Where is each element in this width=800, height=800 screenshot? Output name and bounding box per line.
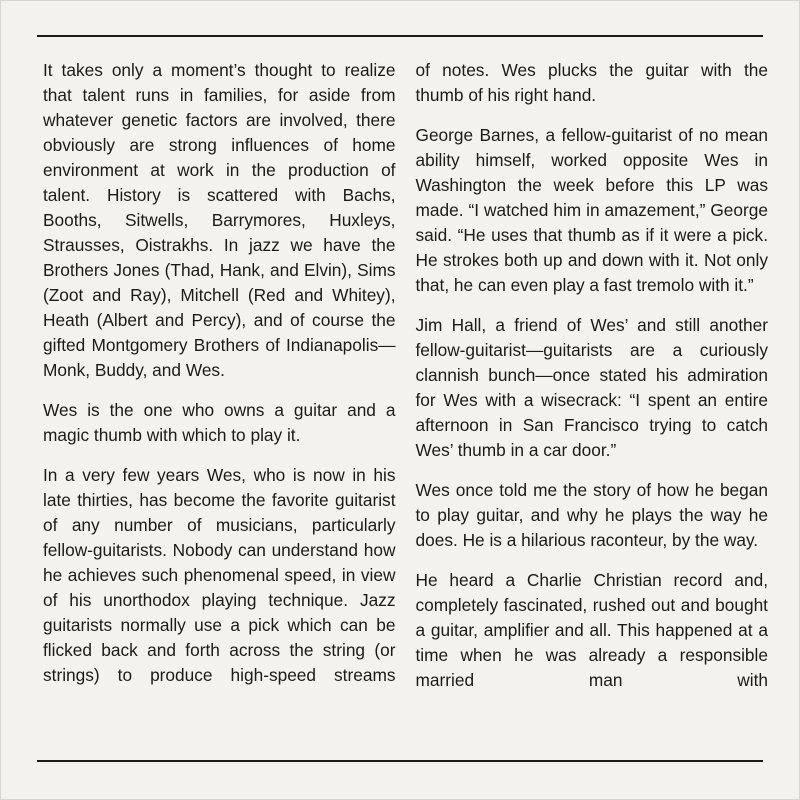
paragraph-playing-technique: In a very few years Wes, who is now in his late thirties, has become the favorite guitarist of any number of musicians, particularly fellow-guitarists. Nobody can understand how he achieves such phenomenal speed, in view of his unorthodox playing technique. Jazz guitarists normally use a pick which can be flicked back and forth across the string (or strings) to produce high-speed streams [43, 465, 396, 685]
bottom-rule [37, 760, 763, 762]
left-column [43, 58, 396, 748]
paragraph-raconteur: Wes once told me the story of how he began to play guitar, and why he plays the way he does. He is a hilarious raconteur, by the way. [415, 480, 768, 550]
paragraph-thumb-pluck: of notes. Wes plucks the guitar with the thumb of his right hand. [415, 60, 768, 105]
paragraph-charlie-christian: He heard a Charlie Christian record and, completely fascinated, rushed out and bought a guitar, amplifier and all. This happened at a time when he was already a responsible married man with [415, 570, 768, 690]
paragraph-talent-in-families: It takes only a moment’s thought to realize that talent runs in families, for aside from whatever genetic factors are involved, there obviously are strong influences of home environment at work in the production of talent. History is scattered with Bachs, Booths, Sitwells, Barrymores, Huxleys, Strausses, Oistrakhs. In jazz we have the Brothers Jones (Thad, Hank, and Elvin), Sims (Zoot and Ray), Mitchell (Red and Whitey), Heath (Albert and Percy), and of course the gifted Montgomery Brothers of Indianapolis—Monk, Buddy, and Wes. [43, 60, 396, 380]
right-column [416, 58, 769, 748]
paragraph-jim-hall: Jim Hall, a friend of Wes’ and still another fellow-guitarist—guitarists are a curiously clannish bunch—once stated his admiration for Wes with a wisecrack: “I spent an entire afternoon in San Francisco trying to catch Wes’ thumb in a car door.” [415, 315, 768, 460]
top-rule [37, 35, 763, 37]
paragraph-magic-thumb: Wes is the one who owns a guitar and a magic thumb with which to play it. [43, 400, 396, 445]
text-columns [43, 58, 768, 748]
paragraph-george-barnes: George Barnes, a fellow-guitarist of no mean ability himself, worked opposite Wes in Washington the week before this LP was made. “I watched him in amazement,” George said. “He uses that thumb as if it were a pick. He strokes both up and down with it. Not only that, he can even play a fast tremolo with it.” [415, 125, 768, 295]
